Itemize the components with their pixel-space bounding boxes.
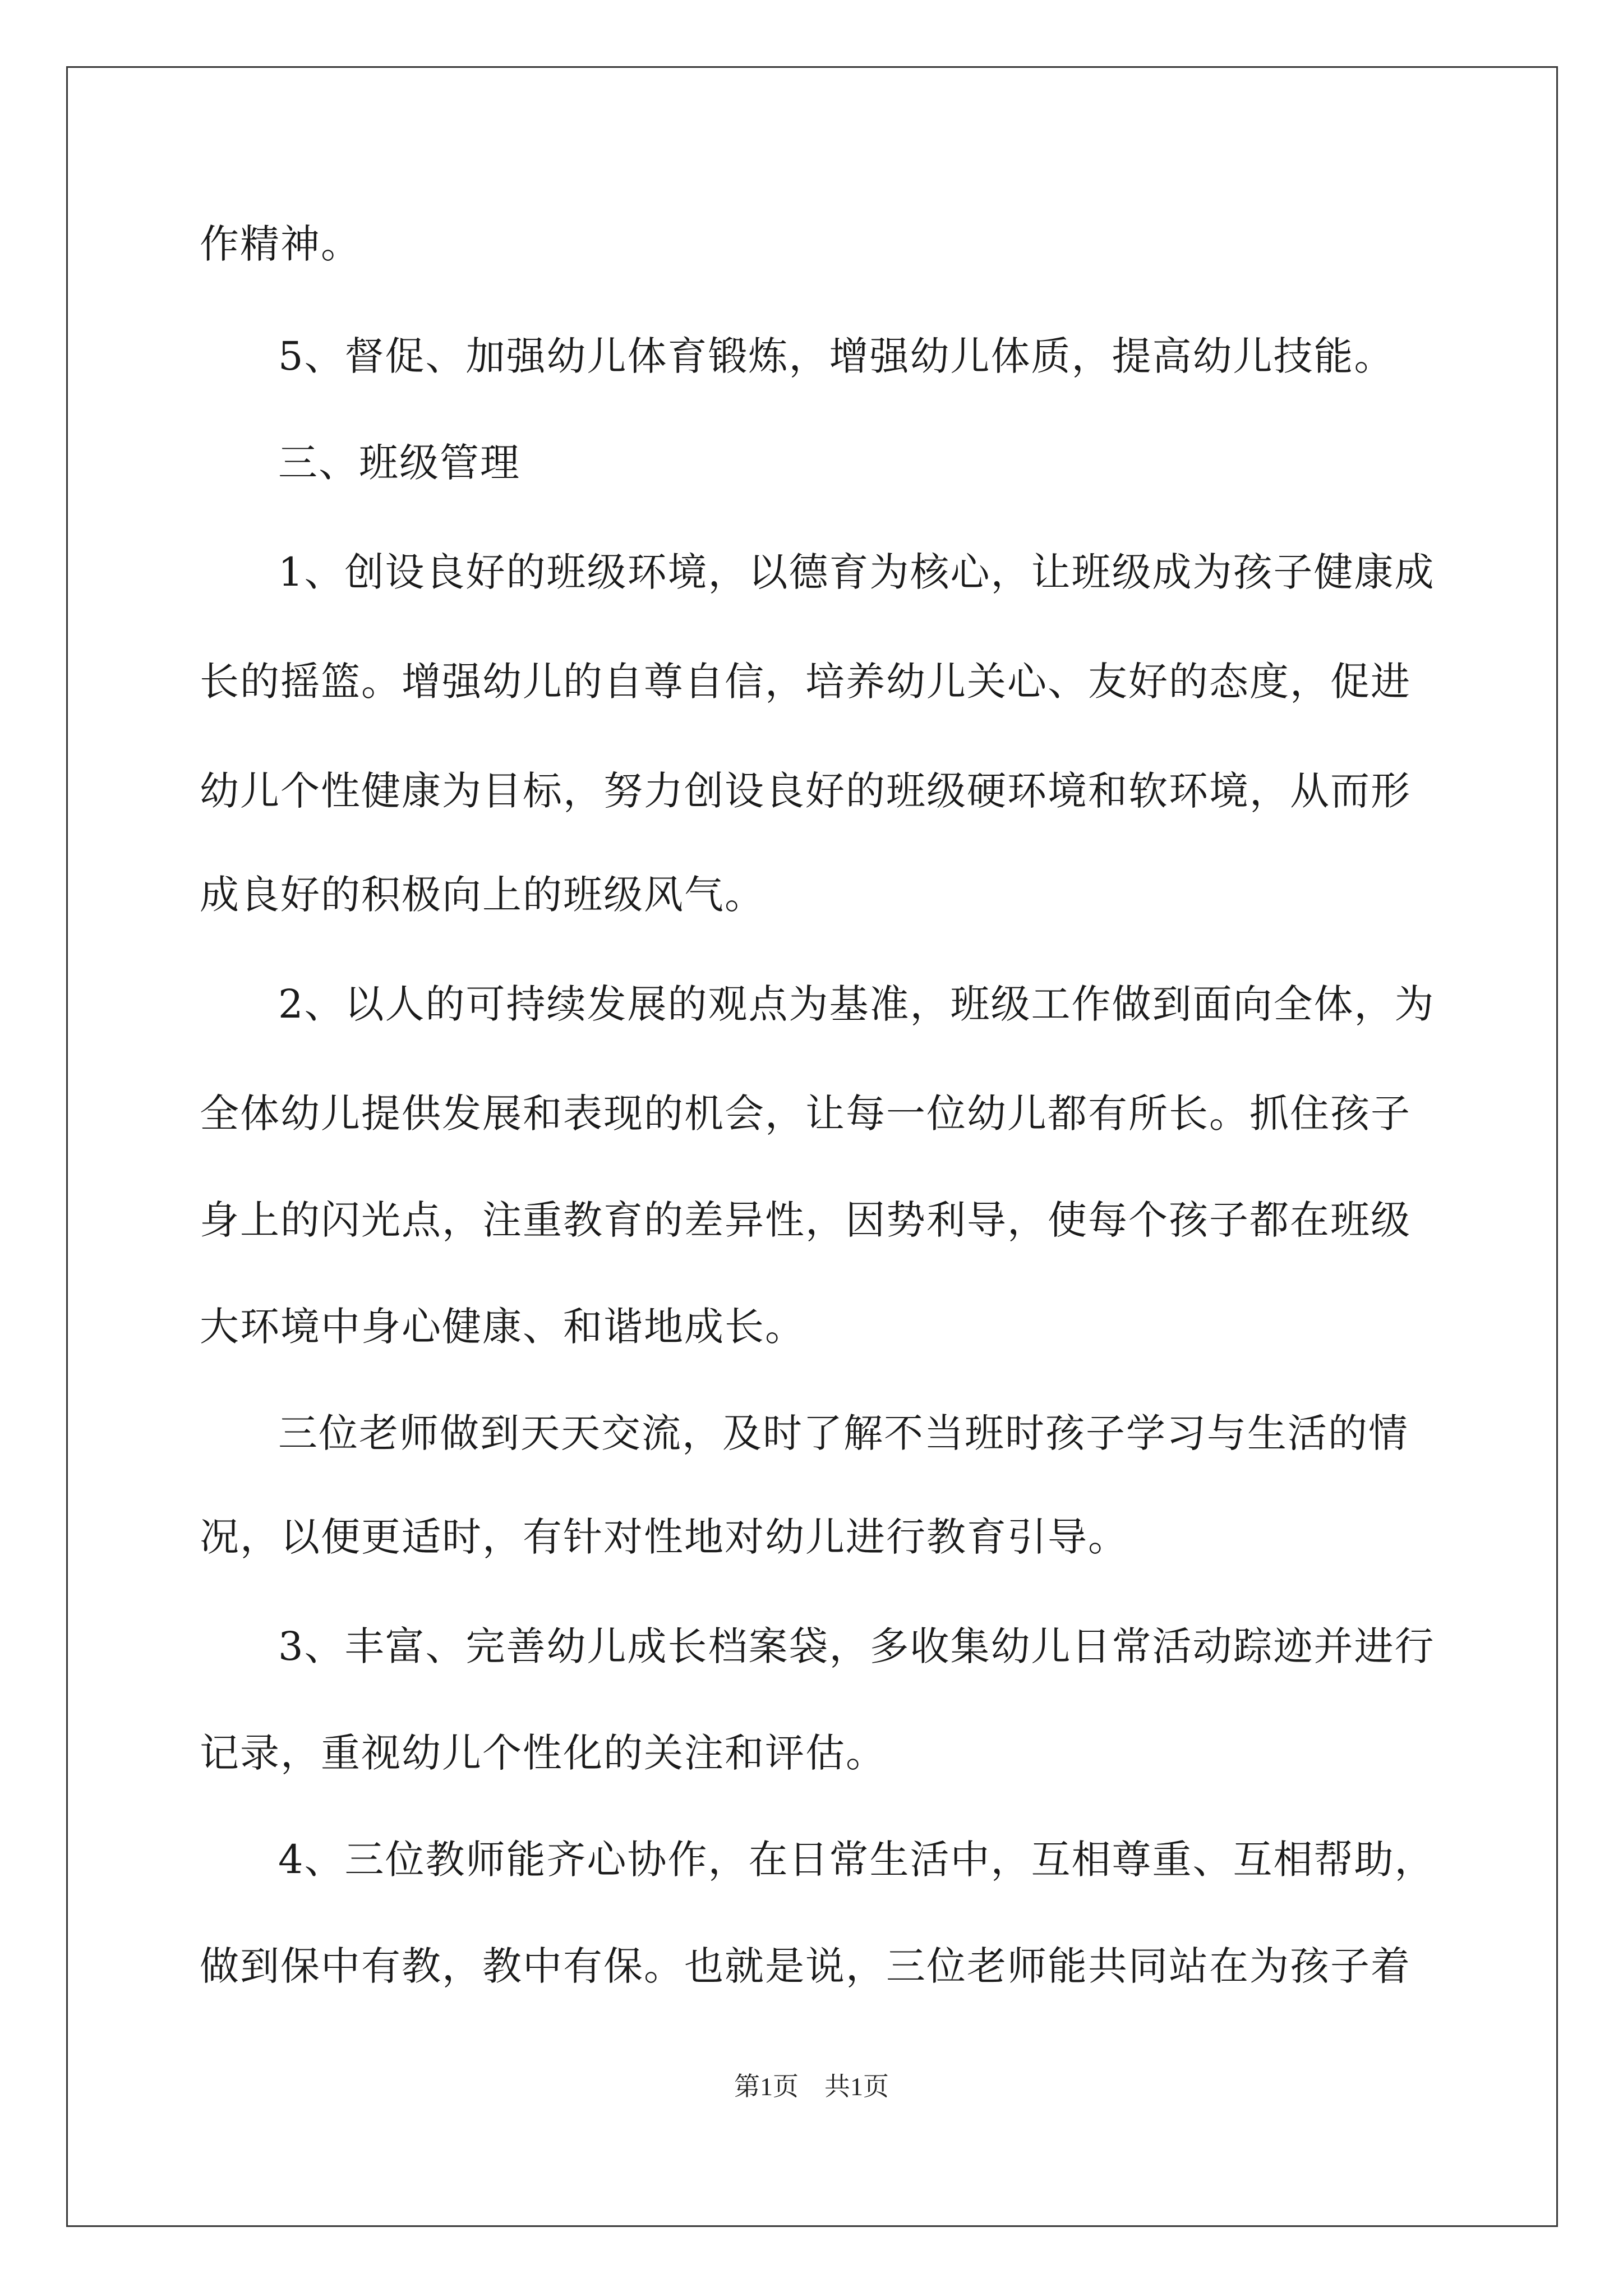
section-heading: 三、班级管理 (278, 440, 520, 486)
text-line: 作精神。 (200, 221, 361, 267)
text-line: 2、以人的可持续发展的观点为基准，班级工作做到面向全体，为 (278, 981, 1435, 1027)
text-line: 3、丰富、完善幼儿成长档案袋，多收集幼儿日常活动踪迹并进行 (278, 1623, 1435, 1669)
text-line: 身上的闪光点，注重教育的差异性，因势利导，使每个孩子都在班级 (200, 1197, 1411, 1243)
text-line: 4、三位教师能齐心协作，在日常生活中，互相尊重、互相帮助， (278, 1837, 1435, 1883)
text-line: 记录，重视幼儿个性化的关注和评估。 (200, 1730, 886, 1776)
text-line: 全体幼儿提供发展和表现的机会，让每一位幼儿都有所长。抓住孩子 (200, 1091, 1411, 1137)
text-line: 大环境中身心健康、和谐地成长。 (200, 1304, 805, 1350)
text-line: 三位老师做到天天交流，及时了解不当班时孩子学习与生活的情 (278, 1410, 1409, 1456)
text-line: 长的摇篮。增强幼儿的自尊自信，培养幼儿关心、友好的态度，促进 (200, 659, 1411, 705)
text-line: 成良好的积极向上的班级风气。 (200, 872, 765, 918)
text-line: 做到保中有教，教中有保。也就是说，三位老师能共同站在为孩子着 (200, 1943, 1411, 1989)
page-footer: 第1页 共1页 (734, 2072, 889, 2101)
text-line: 1、创设良好的班级环境，以德育为核心，让班级成为孩子健康成 (278, 549, 1435, 595)
text-line: 幼儿个性健康为目标，努力创设良好的班级硬环境和软环境，从而形 (200, 768, 1411, 814)
text-line: 5、督促、加强幼儿体育锻炼，增强幼儿体质，提高幼儿技能。 (278, 333, 1395, 379)
text-line: 况，以便更适时，有针对性地对幼儿进行教育引导。 (200, 1514, 1128, 1560)
